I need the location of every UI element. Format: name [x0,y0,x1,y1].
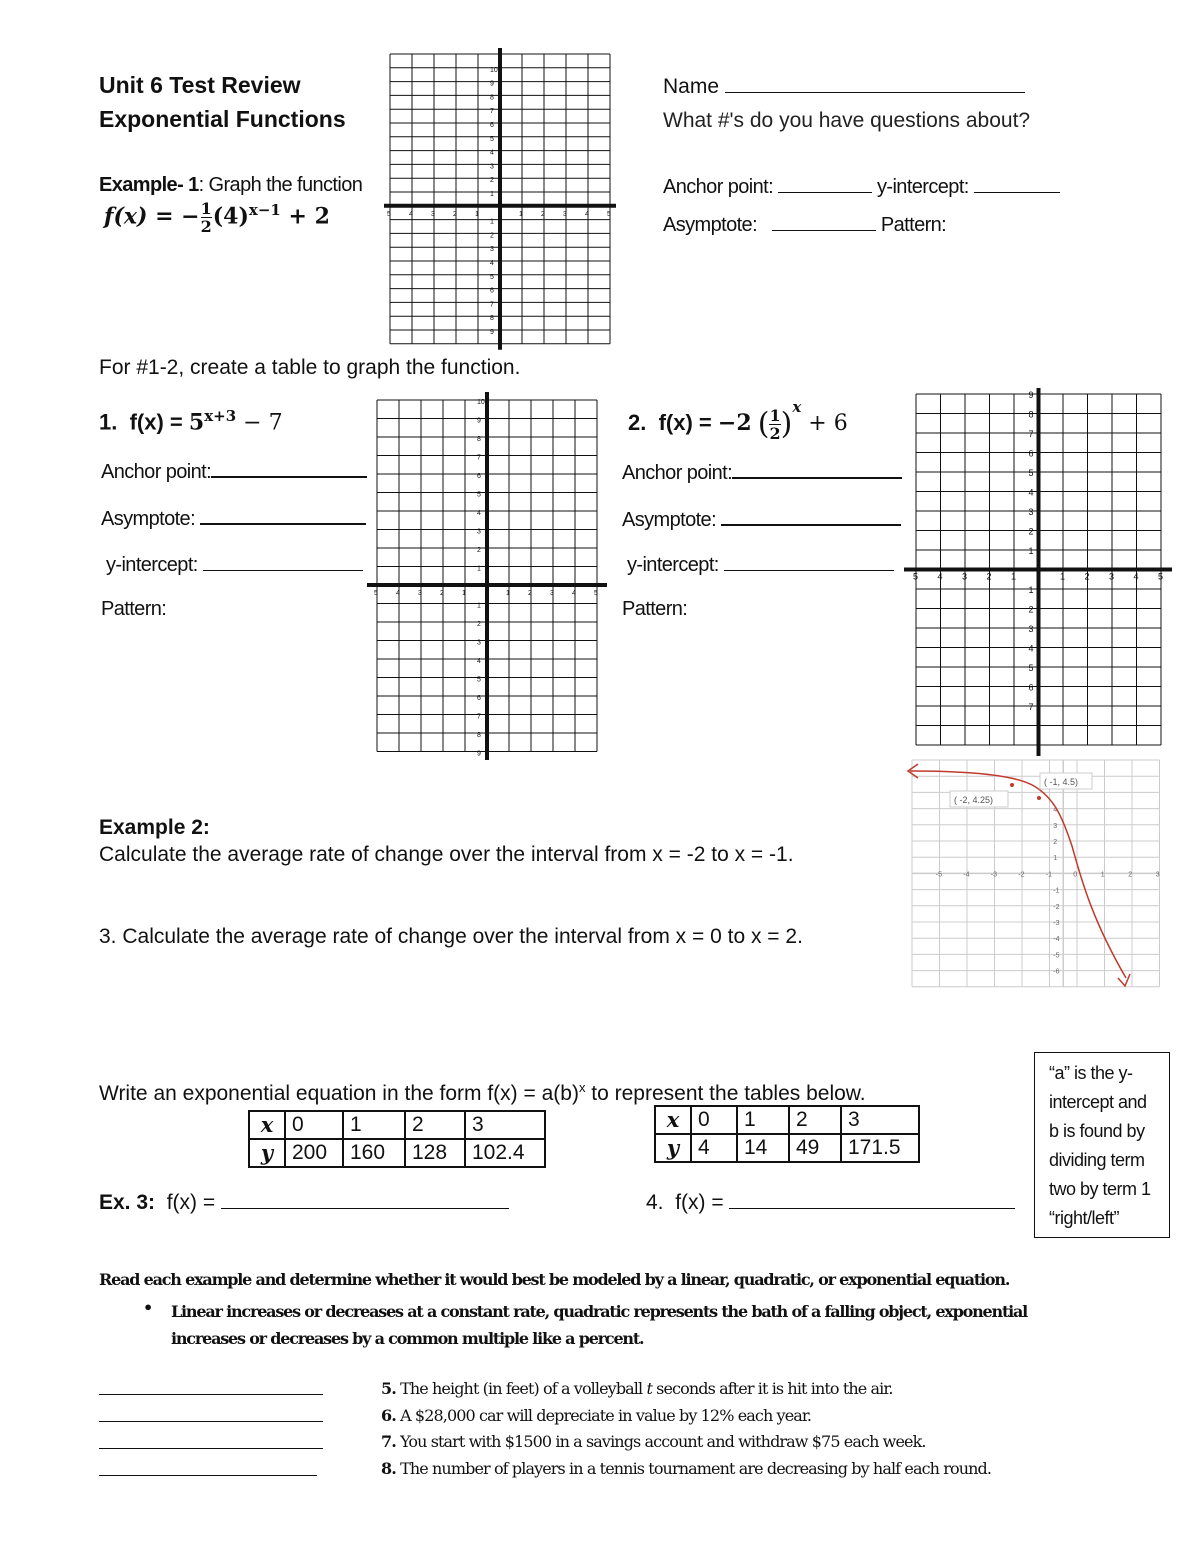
y-tick-label: 2 [477,621,481,628]
y-tick-label: 1 [1028,585,1034,595]
name-row [663,74,1025,99]
y-tick-label: 9 [477,750,481,758]
x-tick-label: 1 [475,210,479,218]
problem2-pattern: Pattern: [622,598,688,620]
y-tick-label: 3 [477,639,481,647]
name-field[interactable] [725,74,1025,93]
y-tick-label: 10 [490,66,498,74]
hint-box: “a” is the y-intercept and b is found by dividing term two by term 1 “right/left” [1034,1052,1170,1238]
example1-asymptote-row: Asymptote: Pattern: [663,214,947,236]
x-tick-label: 2 [986,571,992,582]
example1-prompt [99,174,362,197]
answer-field-7[interactable] [99,1434,323,1449]
x-tick-label: 2 [541,210,545,218]
problem2-anchor-row: Anchor point: [622,459,902,485]
example2-label: Example 2: [99,816,210,839]
x-tick-label: 1 [506,590,510,597]
example1-fraction: $\frac{1}{2}$ [200,199,212,236]
classify-bullet: Linear increases or decreases at a constant rate, quadratic represents the bath of a falling object, exponential increases or decreases by a common multiple like a percent. [171,1302,1028,1348]
bullet-icon: • [143,1298,153,1317]
x-tick-label: 4 [396,590,400,597]
y-tick-label: 4 [1053,806,1058,814]
x-tick-label: 4 [1133,571,1139,582]
y-tick-label: 6 [477,695,481,702]
example1-yint-field[interactable] [974,174,1060,193]
table-row: y 4 14 49 171.5 [655,1134,919,1162]
write-equation-instruction: Write an exponential equation in the form $f(x) = a(b)^x$ to represent the tables below. [99,1080,866,1105]
x-tick-label: 1 [1060,571,1066,582]
y-tick-label: 7 [477,454,481,462]
y-tick-label: 5 [477,676,481,684]
answer-field-6[interactable] [99,1407,323,1422]
x-tick-label: 2 [453,210,457,218]
problem1-asymptote-field[interactable] [200,505,366,525]
example1-text: : Graph the function [198,174,363,196]
y-tick-label: 4 [1028,643,1034,654]
problem4-answer-field[interactable] [729,1190,1015,1209]
ex3-answer-row: Ex. 3: f(x) = [99,1190,509,1215]
x-tick-label: 3 [550,590,554,597]
x-tick-label: 3 [1109,571,1115,582]
x-tick-label: 1 [1100,871,1105,879]
y-tick-label: -3 [1053,920,1060,927]
y-tick-label: 3 [477,528,481,536]
y-tick-label: 8 [477,732,481,739]
x-tick-label: 2 [1084,571,1090,582]
x-tick-label: 5 [594,590,598,597]
example2-text: Calculate the average rate of change over the interval from x = -2 to x = -1. [99,843,794,866]
problem4-answer-row: 4. f(x) = [646,1190,1015,1215]
page-title: Unit 6 Test Review [99,72,301,98]
list-item: 7. You start with $1500 in a savings account and withdraw $75 each week. [381,1432,926,1451]
x-tick-label: -1 [1045,871,1052,879]
example1-anchor-row: Anchor point: y-intercept: [663,174,1060,199]
problem1-function: 1. $f(x) = 5^{x+3} - 7$ [99,407,283,436]
table-row: x 0 1 2 3 [655,1106,919,1134]
y-tick-label: 2 [1028,604,1034,615]
problem3-text: 3. Calculate the average rate of change over the interval from x = 0 to x = 2. [99,925,803,948]
answer-field-8[interactable] [99,1461,317,1476]
problem2-fraction: $\frac{1}{2}$ [769,405,781,443]
x-tick-label: 3 [418,590,422,597]
problem1-anchor-row: Anchor point: [101,458,367,484]
table-row: y 200 160 128 102.4 [249,1139,545,1167]
y-tick-label: 7 [1028,702,1034,712]
x-tick-label: -4 [963,871,970,879]
list-item: 5. The height (in feet) of a volleyball t seconds after it is hit into the air. [381,1379,893,1398]
y-tick-label: 8 [1028,409,1034,420]
x-tick-label: -2 [1018,871,1025,879]
list-item: 6. A $28,000 car will depreciate in value by 12% each year. [381,1405,812,1425]
x-tick-label: 5 [607,210,611,218]
problem1-grid [367,392,607,760]
problem2-grid [904,388,1172,756]
y-tick-label: 4 [477,510,481,517]
problem1-yint-field[interactable] [203,552,363,571]
x-tick-label: 2 [440,590,444,597]
ex3-answer-field[interactable] [221,1190,509,1209]
y-tick-label: 2 [490,232,494,240]
y-tick-label: 3 [1028,507,1034,517]
problem2-yint-field[interactable] [724,552,894,571]
y-tick-label: 6 [490,287,494,295]
x-tick-label: 1 [462,590,466,597]
y-tick-label: 3 [1053,822,1058,830]
point-b-label: ( -1, 4.5) [1044,777,1079,787]
y-tick-label: -2 [1053,903,1060,911]
x-tick-label: -5 [935,871,942,879]
problem2-anchor-field[interactable] [732,459,902,479]
y-tick-label: 8 [490,315,494,323]
y-tick-label: 4 [490,149,494,157]
y-tick-label: 9 [1028,390,1034,400]
y-tick-label: 6 [477,473,481,480]
answer-blanks [99,1380,323,1476]
example1-label: Example- 1 [99,174,199,196]
y-tick-label: 4 [477,658,481,665]
x-tick-label: 2 [1128,871,1133,879]
problem1-graph[interactable] [364,392,612,760]
example1-grid [384,48,616,350]
x-tick-label: 4 [572,590,576,597]
y-tick-label: 1 [490,218,494,226]
x-tick-label: 5 [1158,571,1164,582]
y-tick-label: 3 [490,163,494,171]
y-tick-label: 5 [490,135,494,143]
y-tick-label: -5 [1053,952,1060,960]
example1-graph[interactable] [380,46,630,352]
y-tick-label: 5 [1028,663,1034,673]
y-tick-label: 2 [490,177,494,185]
y-tick-label: 6 [490,122,494,129]
point-a-label: ( -2, 4.25) [954,795,994,805]
example1-anchor-field[interactable] [778,174,872,193]
classify-instruction: Read each example and determine whether it would best be modeled by a linear, quadratic, or exponential equation. [99,1270,1010,1289]
x-tick-label: 1 [519,210,523,218]
y-tick-label: 3 [1028,624,1034,634]
y-tick-label: -6 [1053,968,1060,976]
problem1-pattern: Pattern: [101,598,167,620]
y-tick-label: 6 [1028,682,1034,693]
y-tick-label: 1 [1053,855,1058,863]
y-tick-label: 2 [477,547,481,554]
x-tick-label: 5 [374,590,378,597]
problem1-anchor-field[interactable] [211,458,367,478]
y-tick-label: 1 [1028,546,1034,556]
page-subtitle: Exponential Functions [99,106,346,132]
x-tick-label: 0 [1073,871,1078,879]
classify-items [381,1376,991,1482]
y-tick-label: 10 [477,399,485,406]
y-tick-label: 2 [1053,839,1058,846]
point-a-marker [1010,783,1014,787]
y-tick-label: 4 [490,260,494,267]
curve-tick-labels [936,807,1160,976]
y-tick-label: 9 [477,417,481,425]
x-tick-label: 3 [431,210,435,218]
curve-grid [912,760,1160,987]
list-item: 8. The number of players in a tennis tournament are decreasing by half each round. [381,1458,992,1478]
problem2-yint-row: y-intercept: [627,552,894,577]
y-tick-label: 2 [1028,526,1034,537]
problem2-asymptote-row: Asymptote: [622,506,901,532]
x-tick-label: 4 [937,571,943,582]
x-tick-label: 5 [387,210,391,218]
problem2-graph[interactable] [902,388,1172,756]
x-tick-label: 1 [1011,571,1017,582]
x-tick-label: 3 [563,210,567,218]
problem1-yint-row: y-intercept: [106,552,363,577]
problem1-asymptote-row: Asymptote: [101,505,366,531]
y-tick-label: 9 [490,80,494,88]
example1-func-lhs: f(x) [104,203,148,230]
x-tick-label: 3 [962,571,968,582]
x-tick-label: 2 [528,590,532,597]
y-tick-label: 8 [477,436,481,443]
y-tick-label: 1 [477,602,481,610]
y-tick-label: -1 [1053,887,1060,895]
x-tick-label: 5 [913,571,919,582]
x-tick-label: 4 [585,210,589,218]
y-tick-label: 9 [490,329,494,336]
y-tick-label: 7 [490,108,494,116]
answer-field-5[interactable] [99,1380,323,1395]
x-tick-label: 3 [1155,871,1160,879]
y-tick-label: 4 [1028,487,1034,498]
example1-asymptote-field[interactable] [772,212,876,231]
y-tick-label: 5 [477,491,481,499]
y-tick-label: 3 [490,246,494,254]
y-tick-label: 1 [490,191,494,198]
y-tick-label: 1 [477,565,481,573]
point-b-marker [1037,796,1041,800]
y-tick-label: 6 [1028,448,1034,459]
y-tick-label: 7 [1028,429,1034,439]
y-tick-label: -4 [1053,936,1060,944]
table-ex3 [248,1110,546,1168]
example1-function: f(x) = − $\frac{1}{2}$ $(4)^{x-1} + 2$ [104,199,330,236]
y-tick-label: 5 [1028,468,1034,478]
table-row: x 0 1 2 3 [249,1111,545,1139]
problem2-asymptote-field[interactable] [721,506,901,526]
y-tick-label: 5 [490,273,494,281]
y-tick-label: 7 [477,713,481,721]
instruction-1-2: For #1-2, create a table to graph the function. [99,356,521,379]
y-tick-label: 8 [490,94,494,102]
problem2-function: 2. f(x) = −2 ( $\frac{1}{2}$ )$^x$ + 6 [628,398,848,443]
x-tick-label: -3 [990,871,997,879]
questions-prompt: What #'s do you have questions about? [663,109,1031,132]
example2-curve-plot [904,756,1176,988]
name-label: Name [663,75,720,98]
y-tick-label: 7 [490,301,494,309]
x-tick-label: 4 [409,210,413,218]
table-problem4 [654,1105,920,1163]
